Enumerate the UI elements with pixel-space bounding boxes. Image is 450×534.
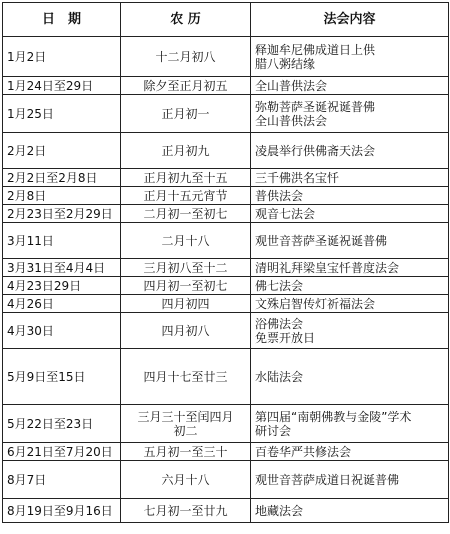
content-cell: [251, 223, 449, 259]
lunar-line: 三月三十至闰四月: [137, 409, 234, 424]
lunar-cell: [121, 443, 251, 461]
table-row: [3, 187, 449, 205]
header-date: 日 期: [3, 3, 121, 37]
table-row: [3, 95, 449, 133]
header-row: [3, 3, 449, 37]
table-row: [3, 313, 449, 349]
lunar-cell: [121, 277, 251, 295]
lunar-line: 二月十八: [161, 233, 210, 248]
date-cell: 4月30日: [3, 313, 121, 349]
date-cell: 5月22日至23日: [3, 405, 121, 443]
content-line: 全山普供法会: [255, 78, 328, 93]
content-line: 观音七法会: [255, 206, 316, 221]
date-cell: 1月25日: [3, 95, 121, 133]
content-line: 凌晨举行供佛斋天法会: [255, 143, 376, 158]
lunar-cell: [121, 37, 251, 77]
table-row: [3, 169, 449, 187]
lunar-cell: [121, 187, 251, 205]
table-row: [3, 405, 449, 443]
date-cell: 8月7日: [3, 461, 121, 499]
dharma-schedule-table: [2, 2, 449, 523]
table-row: [3, 349, 449, 405]
content-line: 水陆法会: [255, 369, 304, 384]
lunar-cell: [121, 133, 251, 169]
lunar-cell: [121, 223, 251, 259]
content-line: 第四届“南朝佛教与金陵”学术: [255, 409, 412, 424]
date-cell: 8月19日至9月16日: [3, 499, 121, 523]
content-line: 佛七法会: [255, 278, 304, 293]
content-line: 腊八粥结缘: [255, 56, 316, 71]
lunar-line: 五月初一至三十: [143, 444, 228, 459]
table-row: [3, 443, 449, 461]
content-line: 清明礼拜梁皇宝忏普度法会: [255, 260, 400, 275]
lunar-line: 四月初八: [161, 323, 210, 338]
lunar-cell: [121, 461, 251, 499]
lunar-line: 正月初九至十五: [143, 170, 228, 185]
lunar-line: 正月初一: [161, 106, 210, 121]
lunar-line: 四月初四: [161, 296, 210, 311]
content-cell: [251, 77, 449, 95]
table-row: [3, 223, 449, 259]
header-lunar: 农 历: [121, 3, 251, 37]
content-cell: [251, 295, 449, 313]
lunar-cell: [121, 205, 251, 223]
date-cell: 6月21日至7月20日: [3, 443, 121, 461]
lunar-line: 三月初八至十二: [143, 260, 228, 275]
content-cell: [251, 349, 449, 405]
table-row: [3, 259, 449, 277]
lunar-line: 四月十七至廿三: [143, 369, 228, 384]
date-cell: 1月24日至29日: [3, 77, 121, 95]
content-cell: [251, 95, 449, 133]
content-line: 浴佛法会: [255, 316, 304, 331]
table-row: [3, 133, 449, 169]
table-row: [3, 461, 449, 499]
date-cell: 2月23日至2月29日: [3, 205, 121, 223]
lunar-line: 除夕至正月初五: [143, 78, 228, 93]
lunar-line: 六月十八: [161, 472, 210, 487]
table-row: [3, 277, 449, 295]
date-cell: 2月2日至2月8日: [3, 169, 121, 187]
table-row: [3, 499, 449, 523]
content-cell: [251, 277, 449, 295]
lunar-line: 初二: [173, 423, 198, 438]
table-body: [3, 37, 449, 523]
lunar-cell: [121, 77, 251, 95]
lunar-cell: [121, 349, 251, 405]
content-line: 百卷华严共修法会: [255, 444, 352, 459]
lunar-line: 二月初一至初七: [143, 206, 228, 221]
content-line: 释迦牟尼佛成道日上供: [255, 42, 376, 57]
lunar-cell: [121, 313, 251, 349]
content-line: 全山普供法会: [255, 113, 328, 128]
date-cell: 2月2日: [3, 133, 121, 169]
content-line: 观世音菩萨成道日祝诞普佛: [255, 472, 400, 487]
content-line: 普供法会: [255, 188, 304, 203]
content-cell: [251, 133, 449, 169]
lunar-line: 正月初九: [161, 143, 210, 158]
lunar-cell: [121, 405, 251, 443]
lunar-cell: [121, 295, 251, 313]
content-line: 弥勒菩萨圣诞祝诞普佛: [255, 99, 376, 114]
content-cell: [251, 259, 449, 277]
lunar-cell: [121, 499, 251, 523]
lunar-line: 十二月初八: [155, 49, 216, 64]
content-cell: [251, 169, 449, 187]
header-content: 法会内容: [251, 3, 449, 37]
date-cell: 3月31日至4月4日: [3, 259, 121, 277]
table-row: [3, 205, 449, 223]
content-cell: [251, 461, 449, 499]
table-row: [3, 37, 449, 77]
content-cell: [251, 187, 449, 205]
lunar-cell: [121, 169, 251, 187]
date-cell: 5月9日至15日: [3, 349, 121, 405]
content-cell: [251, 405, 449, 443]
content-line: 免票开放日: [255, 330, 316, 345]
date-cell: 3月11日: [3, 223, 121, 259]
table-row: [3, 77, 449, 95]
content-line: 观世音菩萨圣诞祝诞普佛: [255, 233, 388, 248]
table-row: [3, 295, 449, 313]
lunar-line: 七月初一至廿九: [143, 503, 228, 518]
content-cell: [251, 443, 449, 461]
content-line: 地藏法会: [255, 503, 304, 518]
content-cell: [251, 37, 449, 77]
date-cell: 4月26日: [3, 295, 121, 313]
content-cell: [251, 499, 449, 523]
content-line: 三千佛洪名宝忏: [255, 170, 340, 185]
lunar-line: 四月初一至初七: [143, 278, 228, 293]
lunar-line: 正月十五元宵节: [143, 188, 228, 203]
content-cell: [251, 205, 449, 223]
content-line: 文殊启智传灯祈福法会: [255, 296, 376, 311]
content-cell: [251, 313, 449, 349]
lunar-cell: [121, 95, 251, 133]
content-line: 研讨会: [255, 423, 292, 438]
lunar-cell: [121, 259, 251, 277]
date-cell: 4月23日29日: [3, 277, 121, 295]
date-cell: 2月8日: [3, 187, 121, 205]
date-cell: 1月2日: [3, 37, 121, 77]
